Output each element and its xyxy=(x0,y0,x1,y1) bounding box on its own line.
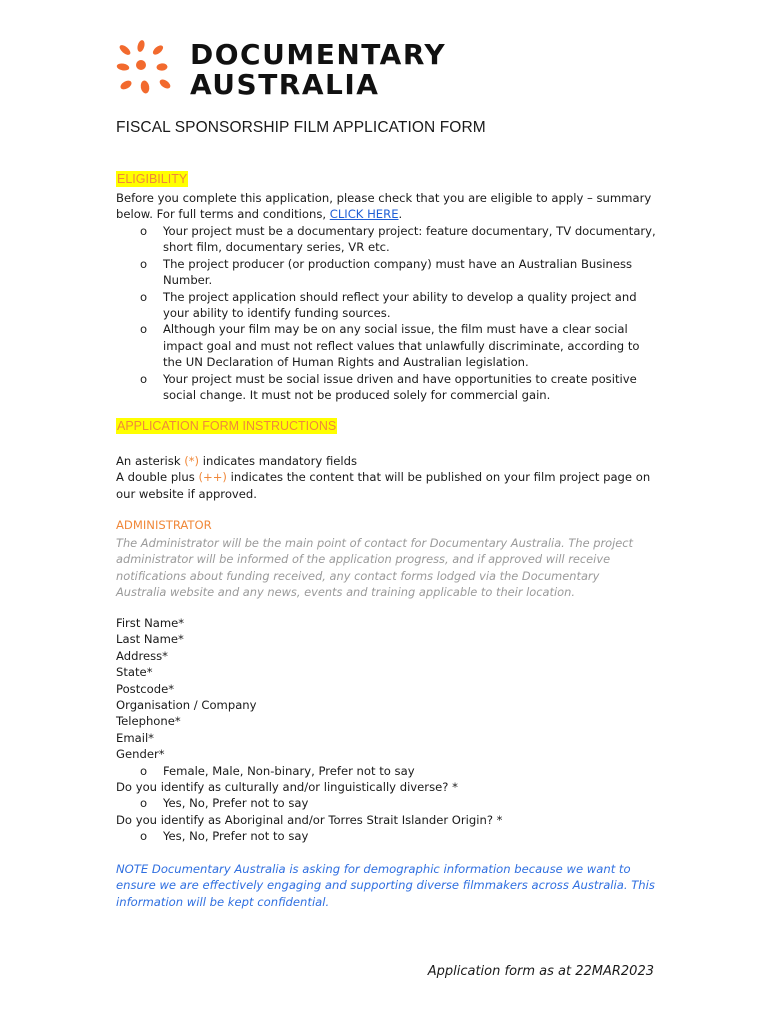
list-item-text: Although your film may be on any social issue, the film must have a clear social impact goal and must not reflect values that unlawfully discriminate, according to the UN Declaration of Human Rights and Australian legislation. xyxy=(163,322,640,370)
double-plus-mark: (++) xyxy=(198,470,227,485)
origin-options-text: Yes, No, Prefer not to say xyxy=(163,829,309,844)
diverse-options xyxy=(116,795,676,811)
demographic-note: NOTE Documentary Australia is asking for demographic information because we want to ensure we are effectively engaging and supporting diverse filmmakers across Australia. This information will be kept confidential. xyxy=(116,862,655,909)
question-diverse: Do you identify as culturally and/or linguistically diverse? * xyxy=(116,779,458,794)
logo-wordmark xyxy=(190,40,446,100)
administrator-description: The Administrator will be the main point of contact for Documentary Australia. The project administrator will be informed of the application progress, and if approved will receive notifications about funding received, any contact forms lodged via the Documentary Australia website and any news, events and training applicable to their location. xyxy=(116,536,634,600)
origin-options xyxy=(116,828,676,844)
diverse-options-text: Yes, No, Prefer not to say xyxy=(163,796,309,811)
eligibility-heading-text: ELIGIBILITY xyxy=(117,172,188,186)
field-telephone: Telephone* xyxy=(116,714,181,729)
gender-options-text: Female, Male, Non-binary, Prefer not to say xyxy=(163,763,415,778)
list-item-text: Your project must be social issue driven and have opportunities to create positive social change. It must not be produced solely for commercial gain. xyxy=(163,371,637,403)
field-state: State* xyxy=(116,665,153,680)
administrator-heading: ADMINISTRATOR xyxy=(116,518,212,532)
instruction-text: A double plus xyxy=(116,470,195,485)
instructions-heading xyxy=(116,419,337,433)
eligibility-heading xyxy=(116,172,188,186)
footer-date: Application form as at 22MAR2023 xyxy=(427,964,654,979)
logo-line-2: AUSTRALIA xyxy=(190,68,380,101)
list-item-text: The project producer (or production company) must have an Australian Business Number. xyxy=(163,256,633,288)
field-gender: Gender* xyxy=(116,747,165,762)
instruction-text: indicates mandatory fields xyxy=(202,454,358,468)
gender-options xyxy=(116,763,676,779)
list-item xyxy=(116,321,656,370)
question-origin: Do you identify as Aboriginal and/or Torres Strait Islander Origin? * xyxy=(116,812,503,827)
terms-link[interactable]: CLICK HERE xyxy=(329,207,399,222)
eligibility-list xyxy=(116,223,656,403)
field-last-name: Last Name* xyxy=(116,632,184,647)
list-item-text: Your project must be a documentary project: feature documentary, TV documentary, short film, documentary series, VR etc. xyxy=(163,224,656,255)
bullet-marker: o xyxy=(140,322,148,337)
instructions-text xyxy=(116,453,656,502)
list-item xyxy=(116,371,656,404)
link-trailing-period: . xyxy=(398,207,403,222)
list-item xyxy=(116,256,656,289)
asterisk-mark: (*) xyxy=(184,454,200,468)
instructions-heading-text: APPLICATION FORM INSTRUCTIONS xyxy=(117,419,337,433)
applicant-fields xyxy=(116,615,676,844)
eligibility-intro-text: Before you complete this application, please check that you are eligible to apply – summary below. For full terms and conditions, xyxy=(116,191,652,222)
field-email: Email* xyxy=(116,730,154,745)
bullet-marker: o xyxy=(140,796,148,811)
bullet-marker: o xyxy=(140,371,148,386)
bullet-marker: o xyxy=(140,289,148,304)
field-organisation: Organisation / Company xyxy=(116,697,257,712)
instruction-text: An asterisk xyxy=(116,454,181,468)
logo-mark-icon xyxy=(116,40,178,102)
bullet-marker: o xyxy=(140,256,148,271)
bullet-marker: o xyxy=(140,829,148,844)
bullet-marker: o xyxy=(140,763,148,778)
page-title: FISCAL SPONSORSHIP FILM APPLICATION FORM xyxy=(116,119,486,136)
field-address: Address* xyxy=(116,648,168,663)
list-item-text: The project application should reflect your ability to develop a quality project and your ability to identify funding sources. xyxy=(163,289,637,321)
double-plus-instruction xyxy=(116,469,656,502)
field-first-name: First Name* xyxy=(116,616,185,630)
field-postcode: Postcode* xyxy=(116,681,175,696)
list-item xyxy=(116,289,656,322)
list-item xyxy=(116,223,656,256)
asterisk-instruction xyxy=(116,453,656,469)
instruction-text: indicates the content that will be published on your film project page on our website if approved. xyxy=(116,470,651,501)
eligibility-intro xyxy=(116,190,656,223)
documentary-australia-logo xyxy=(116,40,446,104)
logo-line-1: DOCUMENTARY xyxy=(190,38,447,71)
bullet-marker: o xyxy=(140,224,148,238)
